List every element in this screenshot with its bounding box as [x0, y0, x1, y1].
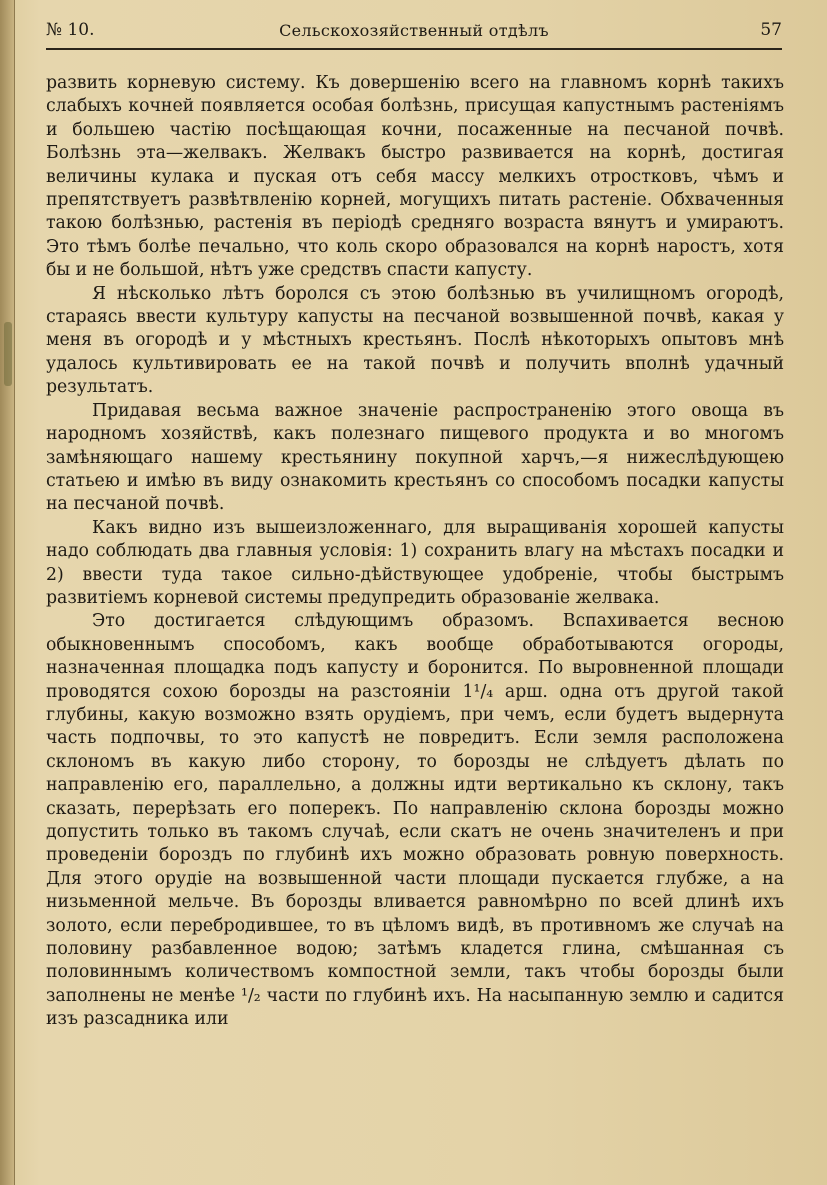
header-rule: [46, 48, 782, 50]
paragraph-2: Я нѣсколько лѣтъ боролся съ этою болѣзнью въ училищномъ огородѣ, стараясь ввести культуру капусты на песчаной возвышенной почвѣ, какая у меня въ огородѣ и у мѣстныхъ крестьянъ. Послѣ нѣкоторыхъ опытовъ мнѣ удалось культивировать ее на такой почвѣ и получить вполнѣ удачный результатъ.: [46, 283, 784, 398]
body-text: [46, 72, 784, 1032]
section-title: Сельскохозяйственный отдѣлъ: [279, 21, 549, 40]
issue-number: № 10.: [46, 20, 95, 40]
page-number: 57: [760, 20, 782, 40]
paragraph-3: Придавая весьма важное значеніе распространенію этого овоща въ народномъ хозяйствѣ, какъ полезнаго пищевого продукта и во многомъ замѣняющаго нашему крестьянину покупной харчъ,—я нижеслѣдующею статьею и имѣю въ виду ознакомить крестьянъ со способомъ посадки капусты на песчаной почвѣ.: [46, 400, 784, 515]
paragraph-4: Какъ видно изъ вышеизложеннаго, для выращиванія хорошей капусты надо соблюдать два главныя условія: 1) сохранить влагу на мѣстахъ посадки и 2) ввести туда такое сильно-дѣйствующее удобреніе, чтобы быстрымъ развитіемъ корневой системы предупредить образованіе желвака.: [46, 517, 784, 608]
paragraph-5: Это достигается слѣдующимъ образомъ. Вспахивается весною обыкновеннымъ способомъ, какъ вообще обработываются огороды, назначенная площадка подъ капусту и боронится. По выровненной площади проводятся сохою борозды на разстояніи 1¹/₄ арш. одна отъ другой такой глубины, какую возможно взять орудіемъ, при чемъ, если будетъ выдернута часть подпочвы, то это капустѣ не повредитъ. Если земля расположена склономъ въ какую либо сторону, то борозды не слѣдуетъ дѣлать по направленію его, параллельно, а должны идти вертикально къ склону, такъ сказать, перерѣзать его поперекъ. По направленію склона борозды можно допустить только въ такомъ случаѣ, если скатъ не очень значителенъ и при проведеніи бороздъ по глубинѣ ихъ можно образовать ровную поверхность. Для этого орудіе на возвышенной части площади пускается глубже, а на низьменной мельче. Въ борозды вливается равномѣрно по всей длинѣ ихъ золото, если перебродившее, то въ цѣломъ видѣ, въ противномъ же случаѣ на половину разбавленное водою; затѣмъ кладется глина, смѣшанная съ половиннымъ количествомъ компостной земли, такъ чтобы борозды были заполнены не менѣе ¹/₂ части по глубинѣ ихъ. На насыпанную землю и садится изъ разсадника или: [46, 611, 784, 1030]
paragraph-1: развить корневую систему. Къ довершенію всего на главномъ корнѣ такихъ слабыхъ кочней появляется особая болѣзнь, присущая капустнымъ растеніямъ и большею частію посѣщающая кочни, посаженные на песчаной почвѣ. Болѣзнь эта—желвакъ. Желвакъ быстро развивается на корнѣ, достигая величины кулака и пуская отъ себя массу мелкихъ отростковъ, чѣмъ и препятствуетъ развѣтвленію корней, могущихъ питать растеніе. Обхваченныя такою болѣзнью, растенія въ періодѣ средняго возраста вянутъ и умираютъ. Это тѣмъ болѣе печально, что коль скоро образовался на корнѣ наростъ, хотя бы и не большой, нѣтъ уже средствъ спасти капусту.: [46, 73, 784, 281]
left-page-edge: [0, 0, 15, 1185]
running-header: [46, 20, 782, 46]
binding-stain: [4, 322, 12, 386]
